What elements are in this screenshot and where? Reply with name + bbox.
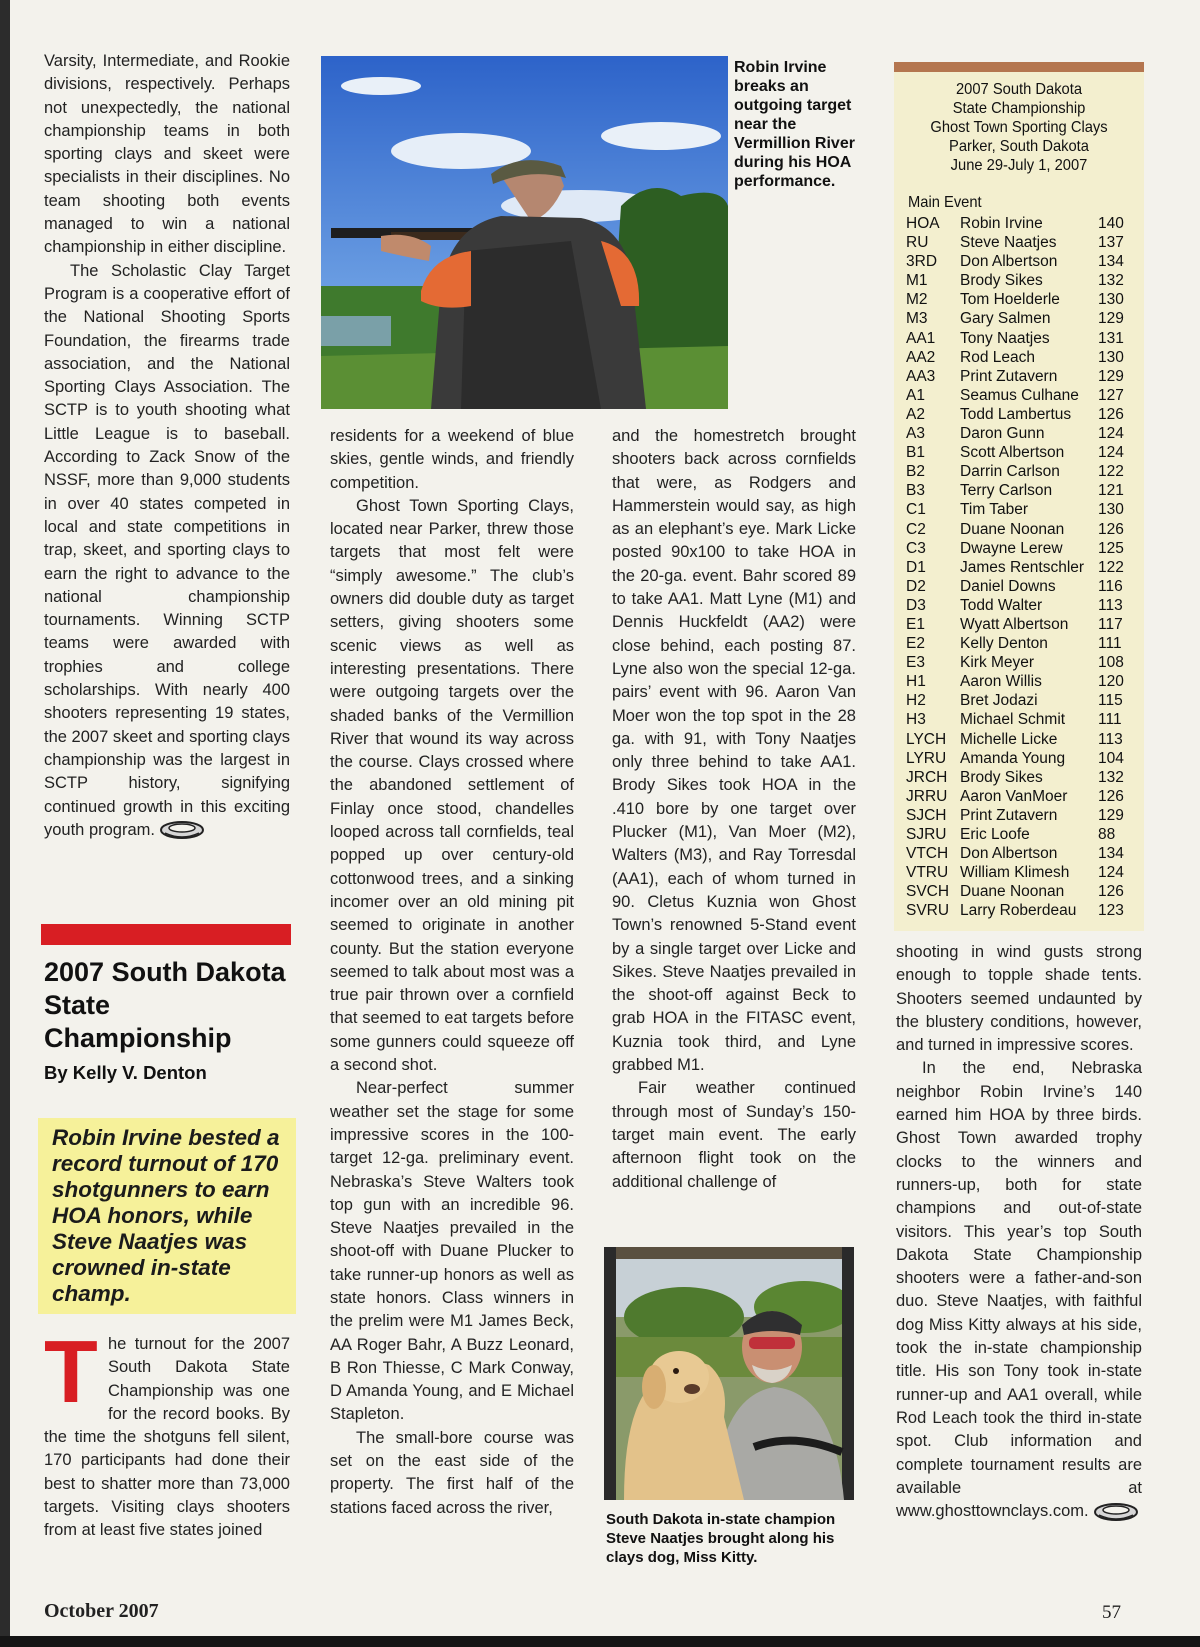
- class-cell: B1: [906, 444, 925, 462]
- class-cell: H2: [906, 692, 926, 710]
- shooter-cell: Darrin Carlson: [960, 463, 1060, 481]
- results-row: [906, 271, 1138, 290]
- shooter-cell: Daniel Downs: [960, 577, 1056, 595]
- results-event-heading: Main Event: [908, 194, 982, 211]
- shooter-cell: Todd Walter: [960, 596, 1043, 614]
- class-cell: VTRU: [906, 864, 949, 882]
- shooter-cell: Brody Sikes: [960, 272, 1043, 290]
- results-row: [906, 653, 1138, 672]
- shooter-cell: William Klimesh: [960, 864, 1070, 882]
- results-row: [906, 787, 1138, 806]
- class-cell: E1: [906, 615, 925, 633]
- class-cell: B3: [906, 482, 925, 500]
- score-cell: 104: [1098, 749, 1124, 767]
- results-row: [906, 539, 1138, 558]
- score-cell: 126: [1098, 787, 1124, 805]
- paragraph: [896, 1057, 1142, 1523]
- class-cell: C2: [906, 520, 926, 538]
- class-cell: M3: [906, 310, 928, 328]
- class-cell: E3: [906, 654, 925, 672]
- class-cell: AA2: [906, 348, 936, 366]
- results-row: [906, 233, 1138, 252]
- sidebar-top-bar: [894, 62, 1144, 72]
- results-row: [906, 348, 1138, 367]
- score-cell: 129: [1098, 310, 1124, 328]
- paragraph-text: The Scholastic Clay Target Program is a cooperative effort of the National Shooting Sports Foundation, the firearms trade association, and the National Sporting Clays Association. The SCTP is to youth shooting what Little League is to baseball. According to Zack Snow of the NSSF, more than 9,000 students in over 40 states competed in local and state competitions in trap, skeet, and sporting clays to earn the right to advance to the national championship tournaments. Winning SCTP teams were awarded with trophies and college scholarships. With nearly 400 shooters representing 19 states, the 2007 skeet and sporting clays championship was the largest in SCTP history, signifying continued growth in this exciting youth program.: [44, 261, 290, 839]
- class-cell: M1: [906, 272, 928, 290]
- paragraph: [44, 260, 290, 842]
- class-cell: 3RD: [906, 253, 938, 271]
- shooter-cell: Michelle Licke: [960, 730, 1058, 748]
- shooter-cell: Bret Jodazi: [960, 692, 1038, 710]
- results-row: [906, 462, 1138, 481]
- shooter-cell: Tim Taber: [960, 501, 1029, 519]
- dropcap-letter: T: [44, 1322, 98, 1421]
- class-cell: JRCH: [906, 768, 948, 786]
- byline: By Kelly V. Denton: [44, 1062, 207, 1083]
- results-row: [906, 405, 1138, 424]
- article-intro-column: [44, 1322, 290, 1543]
- score-cell: 122: [1098, 463, 1124, 481]
- shooter-cell: James Rentschler: [960, 558, 1085, 576]
- results-row: [906, 309, 1138, 328]
- paragraph: residents for a weekend of blue skies, gentle winds, and friendly competition.: [330, 427, 574, 492]
- shooter-cell: Tom Hoelderle: [960, 291, 1060, 309]
- results-row: [906, 329, 1138, 348]
- results-row: [906, 691, 1138, 710]
- paragraph: The small-bore course was set on the east side of the property. The first half of the stations faced across the river,: [330, 1428, 574, 1517]
- shooter-cell: Print Zutavern: [960, 367, 1058, 385]
- shooter-cell: Larry Roberdeau: [960, 902, 1077, 920]
- sidebar-title-line: 2007 South Dakota: [955, 81, 1083, 98]
- results-row: [906, 214, 1138, 233]
- results-row: [906, 825, 1138, 844]
- photo-caption: South Dakota in-state champion Steve Naatjes brought along his clays dog, Miss Kitty.: [606, 1511, 836, 1566]
- class-cell: LYRU: [906, 749, 947, 767]
- results-row: [906, 386, 1138, 405]
- class-cell: B2: [906, 463, 925, 481]
- class-cell: A3: [906, 425, 925, 443]
- score-cell: 113: [1098, 730, 1123, 748]
- results-row: [906, 730, 1138, 749]
- score-cell: 113: [1098, 596, 1123, 614]
- clay-target-icon: [1093, 1501, 1139, 1523]
- results-row: [906, 768, 1138, 787]
- class-cell: C3: [906, 539, 926, 557]
- class-cell: E2: [906, 635, 925, 653]
- class-cell: A2: [906, 405, 925, 423]
- shooter-cell: Scott Albertson: [960, 444, 1065, 462]
- results-row: [906, 520, 1138, 539]
- results-row: [906, 634, 1138, 653]
- results-row: [906, 806, 1138, 825]
- score-cell: 124: [1098, 864, 1124, 882]
- shooter-cell: Tony Naatjes: [960, 329, 1050, 347]
- sidebar-title-line: Parker, South Dakota: [949, 138, 1089, 155]
- article-continuation-column: [44, 50, 290, 842]
- results-row: [906, 290, 1138, 309]
- sidebar-title-line: State Championship: [952, 100, 1086, 117]
- article-column: [896, 941, 1142, 1523]
- shooter-cell: Rod Leach: [960, 348, 1035, 366]
- shooter-cell: Eric Loofe: [960, 826, 1030, 843]
- class-cell: VTCH: [906, 845, 949, 863]
- score-cell: 132: [1098, 272, 1124, 290]
- score-cell: 115: [1098, 692, 1123, 710]
- results-row: [906, 367, 1138, 386]
- score-cell: 111: [1098, 711, 1122, 729]
- score-cell: 130: [1098, 501, 1124, 519]
- shooter-cell: Aaron VanMoer: [960, 787, 1068, 805]
- score-cell: 108: [1098, 654, 1124, 672]
- score-cell: 116: [1098, 577, 1123, 595]
- class-cell: LYCH: [906, 730, 947, 748]
- class-cell: RU: [906, 234, 929, 252]
- shooter-cell: Daron Gunn: [960, 425, 1045, 443]
- photo-caption: Robin Irvine breaks an outgoing target near the Vermillion River during his HOA performance.: [734, 59, 855, 190]
- paragraph: shooting in wind gusts strong enough to topple shade tents. Shooters seemed undaunted by the blustery conditions, however, and turned in impressive scores.: [896, 943, 1142, 1055]
- shooter-cell: Amanda Young: [960, 749, 1066, 767]
- class-cell: SVRU: [906, 902, 950, 920]
- paragraph-text: he turnout for the 2007 South Dakota State Championship was one for the record books. By the time the shotguns fell silent, 170 participants had done their best to shatter more than 73,000 targets. Visiting clays shooters from at least five states joined: [44, 1335, 290, 1540]
- score-cell: 123: [1098, 902, 1124, 920]
- score-cell: 140: [1098, 215, 1124, 232]
- shooter-cell: Todd Lambertus: [960, 405, 1072, 423]
- class-cell: SJCH: [906, 806, 947, 824]
- class-cell: D2: [906, 577, 926, 595]
- results-row: [906, 844, 1138, 863]
- results-table-body: [906, 214, 1138, 920]
- shooter-cell: Seamus Culhane: [960, 386, 1079, 404]
- class-cell: M2: [906, 291, 928, 309]
- shooter-cell: Gary Salmen: [960, 310, 1051, 328]
- score-cell: 126: [1098, 883, 1124, 901]
- dropcap-box: [44, 1322, 106, 1421]
- shooter-cell: Wyatt Albertson: [960, 615, 1069, 633]
- class-cell: SJRU: [906, 826, 947, 843]
- score-cell: 134: [1098, 253, 1124, 271]
- paragraph: [44, 1322, 290, 1543]
- results-row: [906, 443, 1138, 462]
- shooter-cell: Michael Schmit: [960, 711, 1066, 729]
- score-cell: 130: [1098, 291, 1124, 309]
- paragraph: Varsity, Intermediate, and Rookie divisions, respectively. Perhaps not unexpectedly, the national championship teams in both sporting clays and skeet were specialists in their disciplines. No team shooting both events managed to win a national championship in either discipline.: [44, 52, 290, 257]
- class-cell: A1: [906, 386, 925, 404]
- article-deck: Robin Irvine bested a record turnout of 170 shotgunners to earn HOA honors, while Steve Naatjes was crowned in-state champ.: [52, 1125, 280, 1306]
- section-accent-bar: [41, 924, 291, 945]
- score-cell: 88: [1098, 826, 1116, 843]
- paragraph: Fair weather continued through most of Sunday’s 150-target main event. The early afternoon flight took on the additional challenge of: [612, 1079, 856, 1191]
- page-bottom-edge: [0, 1636, 1200, 1647]
- sidebar-title-line: June 29-July 1, 2007: [950, 157, 1088, 174]
- score-cell: 137: [1098, 234, 1124, 252]
- results-row: [906, 500, 1138, 519]
- shooter-cell: Aaron Willis: [960, 673, 1042, 691]
- score-cell: 125: [1098, 539, 1124, 557]
- paragraph: and the homestretch brought shooters back across cornfields that were, as Rodgers and Hammerstein would say, as high as an elephant’s eye. Mark Licke posted 90x100 to take HOA in the 20-ga. event. Bahr scored 89 to take AA1. Matt Lyne (M1) and Dennis Huckfeldt (AA2) were close behind, each posting 87. Lyne also won the special 12-ga. pairs’ event with 96. Aaron Van Moer won the top spot in the 28 ga. with 91, with Tony Naatjes only three behind to take AA1. Brody Sikes took HOA in the .410 bore by one target over Plucker (M1), Van Moer (M2), Walters (M3), and Ray Torresdal (AA1), each of whom turned in 90. Cletus Kuznia won Ghost Town’s renowned 5-Stand event by a single target over Licke and Sikes. Steve Naatjes prevailed in the shoot-off against Beck to grab HOA in the FITASC event, Kuznia took third, and Lyne grabbed M1.: [612, 427, 856, 1075]
- sidebar-title-line: Ghost Town Sporting Clays: [930, 119, 1108, 136]
- score-cell: 132: [1098, 768, 1124, 786]
- shooter-cell: Steve Naatjes: [960, 234, 1057, 252]
- results-row: [906, 424, 1138, 443]
- results-row: [906, 252, 1138, 271]
- sidebar-title: [904, 80, 1134, 175]
- paragraph: Near-perfect summer weather set the stage for some impressive scores in the 100-target 12-ga. preliminary event. Nebraska’s Steve Walters took top gun with an incredible 96. Steve Naatjes prevailed in the shoot-off with Duane Plucker to take runner-up honors as well as state honors. Class winners in the prelim were M1 James Beck, AA Roger Bahr, A Buzz Leonard, B Ron Thiesse, C Mark Conway, D Amanda Young, and E Michael Stapleton.: [330, 1079, 574, 1424]
- shooter-cell: Don Albertson: [960, 845, 1058, 863]
- shooter-cell: Brody Sikes: [960, 768, 1043, 786]
- shooter-cell: Robin Irvine: [960, 215, 1043, 232]
- shooter-cell: Terry Carlson: [960, 482, 1053, 500]
- class-cell: HOA: [906, 215, 940, 232]
- results-row: [906, 749, 1138, 768]
- class-cell: C1: [906, 501, 926, 519]
- shooter-cell: Dwayne Lerew: [960, 539, 1063, 557]
- score-cell: 111: [1098, 635, 1122, 653]
- results-row: [906, 596, 1138, 615]
- score-cell: 129: [1098, 806, 1124, 824]
- results-row: [906, 615, 1138, 634]
- score-cell: 120: [1098, 673, 1124, 691]
- results-row: [906, 672, 1138, 691]
- score-cell: 124: [1098, 444, 1124, 462]
- results-row: [906, 710, 1138, 729]
- shooter-cell: Duane Noonan: [960, 883, 1065, 901]
- score-cell: 129: [1098, 367, 1124, 385]
- class-cell: SVCH: [906, 883, 950, 901]
- score-cell: 127: [1098, 386, 1124, 404]
- score-cell: 126: [1098, 405, 1124, 423]
- shooter-cell: Kelly Denton: [960, 635, 1048, 653]
- class-cell: D3: [906, 596, 926, 614]
- page-left-edge: [0, 0, 10, 1647]
- article-headline: 2007 South Dakota State Championship: [44, 957, 286, 1053]
- class-cell: H1: [906, 673, 926, 691]
- score-cell: 117: [1098, 615, 1123, 633]
- class-cell: AA3: [906, 367, 936, 385]
- score-cell: 131: [1098, 329, 1124, 347]
- score-cell: 130: [1098, 348, 1124, 366]
- class-cell: H3: [906, 711, 926, 729]
- champion-with-dog-photo: [604, 1247, 854, 1500]
- score-cell: 121: [1098, 482, 1124, 500]
- results-table: [906, 214, 1138, 920]
- class-cell: JRRU: [906, 787, 948, 805]
- results-row: [906, 481, 1138, 500]
- clay-target-icon: [159, 819, 205, 841]
- shooter-photo: [321, 56, 728, 409]
- shooter-cell: Print Zutavern: [960, 806, 1058, 824]
- class-cell: D1: [906, 558, 926, 576]
- results-row: [906, 901, 1138, 920]
- score-cell: 134: [1098, 845, 1124, 863]
- page-number: 57: [1102, 1602, 1121, 1623]
- class-cell: AA1: [906, 329, 936, 347]
- paragraph-text: In the end, Nebraska neighbor Robin Irvine’s 140 earned him HOA by three birds. Ghost Town awarded trophy clocks to the winners and runners-up, both for state champions and out-of-state visitors. This year’s top South Dakota State Championship shooters were a father-and-son duo. Steve Naatjes, with faithful dog Miss Kitty always at his side, took the in-state championship title. His son Tony took in-state runner-up and AA1 overall, while Rod Leach took the third in-state spot. Club information and complete tournament results are available at www.ghosttownclays.com.: [896, 1059, 1142, 1521]
- article-column: [330, 425, 574, 1520]
- article-column: [612, 425, 856, 1194]
- results-row: [906, 577, 1138, 596]
- issue-date: October 2007: [44, 1600, 159, 1622]
- results-row: [906, 863, 1138, 882]
- paragraph: Ghost Town Sporting Clays, located near Parker, threw those targets that most felt were “simply awesome.” The club’s owners did double duty as target setters, giving shooters some scenic views as well as interesting presentations. There were outgoing targets over the shaded banks of the Vermillion River that wound its way across the course. Clays crossed where the abandoned settlement of Finlay once stood, chandelles looped across tall cornfields, teal popped up over century-old cottonwood trees, and a sinking incomer over an old mining pit seemed to originate in another county. But the station everyone seemed to talk about most was a true pair thrown over a cornfield that seemed to eat targets before some gunners could squeeze off a second shot.: [330, 496, 574, 1075]
- shooter-cell: Kirk Meyer: [960, 654, 1035, 672]
- results-row: [906, 882, 1138, 901]
- shooter-cell: Don Albertson: [960, 253, 1058, 271]
- results-row: [906, 558, 1138, 577]
- score-cell: 122: [1098, 558, 1124, 576]
- shooter-cell: Duane Noonan: [960, 520, 1065, 538]
- score-cell: 126: [1098, 520, 1124, 538]
- score-cell: 124: [1098, 425, 1124, 443]
